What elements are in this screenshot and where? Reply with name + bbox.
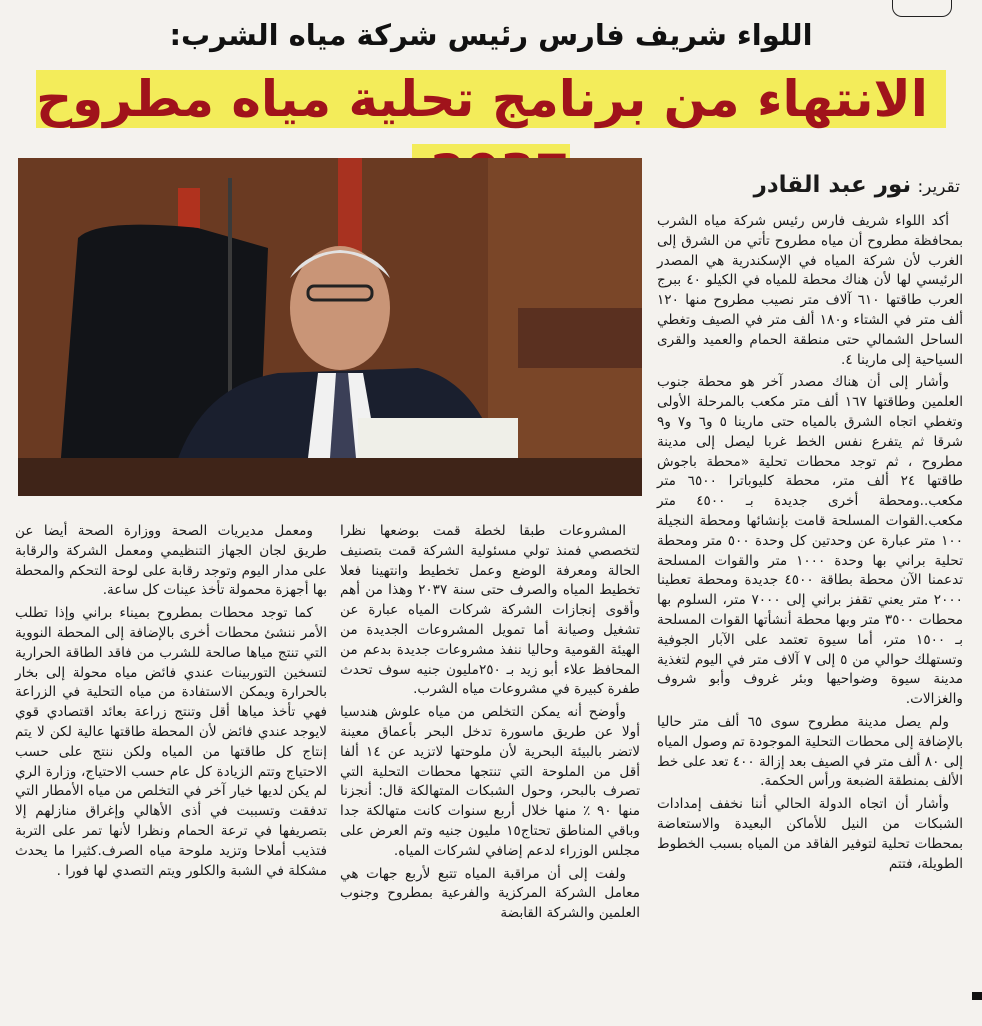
paragraph: ومعمل مديريات الصحة ووزارة الصحة أيضا عن طريق لجان الجهاز التنظيمي ومعمل الشركة والرقابة على مدار اليوم وتوجد رقابة على لوحة التحكم والمحطة بها أجهزة محمولة تأخذ عينات كل ساعة.	[15, 523, 327, 599]
paragraph: أكد اللواء شريف فارس رئيس شركة مياه الشرب بمحافظة مطروح أن مياه مطروح تأتي من الشرق إلى الغرب لأن شركة المياه في الإسكندرية هي المصدر الرئيسي لها لأن هناك محطة للمياه في الكيلو ٤٠ ببرج العرب طاقتها ٦١٠ آلاف متر نصيب مطروح منها ١٢٠ ألف متر في الشتاء و١٨٠ ألف متر في الصيف وتغطي الساحل الشمالي حتى منطقة الحمام والعميد والقرى السياحية إلى مارينا ٤.	[657, 213, 963, 368]
article-column-middle	[340, 522, 640, 1026]
paragraph: وأوضح أنه يمكن التخلص من مياه علوش هندسيا أولا عن طريق ماسورة تدخل البحر بأعماق معينة لاتضر بالبيئة البحرية لأن ملوحتها لاتزيد عن ١٤ ألفا أقل من الملوحة التي تنتجها محطات التحلية التي تصرف بالبحر، وحول الشبكات المتهالكة قال: أنجزنا منها ٩٠ ٪ منها خلال أربع سنوات كانت متهالكة جدا وباقي المناطق تحتاج١٥ مليون جنيه وتم العرض على مجلس الوزراء لدعم إضافي لشركات المياه.	[340, 704, 640, 859]
article-photo	[18, 158, 642, 496]
paragraph: المشروعات طبقا لخطة قمت بوضعها نظرا لتخصصي فمنذ تولي مسئولية الشركة قمت بتصنيف الحالة ومعرفة الوضع وعمل تخطيط وانتهينا فعلا تخطيط المياه والصرف حتى سنة ٢٠٣٧ وهذا من أهم وأقوى إنجازات الشركة شركات المياه عبارة عن تشغيل وصيانة أما تمويل المشروعات الجديدة من الهيئة القومية وحاليا ننفذ مشروعات جديدة بدعم من المحافظ علاء أبو زيد بـ ٢٥٠مليون جنيه سوف تحدث طفرة كبيرة في مشروعات مياه الشرب.	[340, 523, 640, 698]
photo-illustration	[18, 158, 642, 496]
paragraph: وأشار أن اتجاه الدولة الحالي أننا نخفف إمدادات الشبكات من النيل للأماكن البعيدة والاستعاضة بمحطات تحلية لتوفير الفاقد من المياه بسبب الخطوط الطويلة، فتتم	[657, 796, 963, 872]
kicker: اللواء شريف فارس رئيس شركة مياه الشرب:	[169, 18, 813, 52]
byline	[660, 172, 960, 198]
paragraph: ولم يصل مدينة مطروح سوى ٦٥ ألف متر حاليا بالإضافة إلى محطات التحلية الموجودة تم وصول المياه إلى ٨٠ ألف متر في الصيف بعد إزالة ٤٠٠ تعد على خط الألف بمنطقة الضبعة ورأس الحكمة.	[657, 713, 963, 790]
article-column-right	[657, 212, 963, 1026]
byline-name: نور عبد القادر	[753, 172, 912, 198]
paragraph: كما توجد محطات بمطروح بميناء براني وإذا تطلب الأمر ننشئ محطات أخرى بالإضافة إلى المحطة النووية التي تنتج مياها صالحة للشرب من فاقد الطاقة الحرارية لتسخين التوربينات عندي فائض مياه محولة إلى بخار بالحرارة ويمكن الاستفادة من مياه التحلية في الزراعة فهي تأخذ مياها أقل وتنتج زراعة بعائد اقتصادي قوي لايوجد عندي فائض لأن المحطة طاقتها عالية لكن لا يتم إنتاج كل طاقتها من المياه ولكن ننتج على حسب الاحتياج وتتم الزيادة كل عام حسب الاحتياج، وزارة الري لم يكن لديها خيار آخر في التخلص من مياه الأمطار التي تدفقت وتسببت في أذى الأهالي وإغراق منازلهم إلا بتصريفها في ترعة الحمام ونظرا لأنها تمر على التربة فتذيب أملاحا وتزيد ملوحة مياه الصرف.كثيرا ما يحدث مشكلة في الشبة والكلور ويتم التصدي لها فورا .	[15, 605, 327, 879]
article-column-left	[15, 522, 327, 879]
paragraph: وأشار إلى أن هناك مصدر آخر هو محطة جنوب العلمين وطاقتها ١٦٧ ألف متر مكعب بالمرحلة الأولى وتغطي اتجاه الشرق بالمياه حتى مارينا ٥ و٦ و٧ و٩ شرقا ثم يتفرع نفس الخط غربا ليصل إلى مدينة مطروح ، ثم توجد محطات تحلية «محطة باجوش طاقتها ٢٤ ألف متر، محطة كليوباترا ٦٥٠٠ متر مكعب..ومحطة أخرى جديدة بـ ٤٥٠٠ متر مكعب.القوات المسلحة قامت بإنشائها ومحطة النجيلة ١٠٠ متر عبارة عن وحدتين كل وحدة ٥٠٠ متر ومحطة تحلية براني بها وحدة ١٠٠٠ متر والقوات المسلحة تدعمنا الآن محطة بطاقة ٤٥٠٠ جديدة ومحطة تعطينا ٢٠٠٠ متر يعني تقفز براني إلى ٧٠٠٠ متر، السلوم بها محطات ٣٥٠٠ متر وبها محطة أنشأتها القوات المسلحة بـ ١٥٠٠ متر، أما سيوة تعتمد على الآبار الجوفية وتستهلك حوالي من ٥ إلى ٧ آلاف متر في اليوم لتغذية مدينة سيوة وضواحيها وبئر غروف وأبو شروف والغزالات.	[657, 374, 964, 708]
corner-ornament	[892, 0, 952, 17]
byline-prefix: تقرير:	[917, 177, 960, 197]
headline-text: الانتهاء من برنامج تحلية مياه مطروح	[36, 70, 946, 202]
paragraph: ولفت إلى أن مراقبة المياه تتبع لأربع جهات هي معامل الشركة المركزية والفرعية بمطروح وجنوب العلمين والشركة القابضة	[340, 865, 640, 922]
page-edge-mark	[972, 992, 982, 1000]
